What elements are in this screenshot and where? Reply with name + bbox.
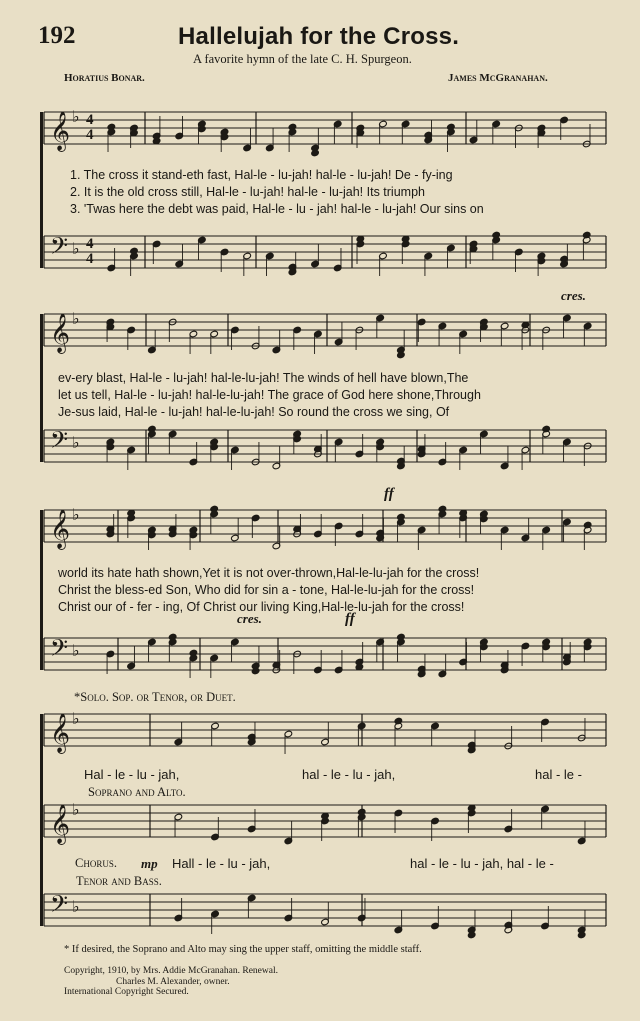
- system-2-bass-clef: 𝄢: [50, 426, 69, 459]
- lyricist: Horatius Bonar.: [64, 72, 145, 84]
- system-3-treble-clef: 𝄞: [50, 509, 71, 549]
- fortissimo-mark: ff: [384, 486, 394, 502]
- solo-lyric-2: hal - le - lu - jah,: [302, 767, 396, 782]
- verse-3-line-2: Je-sus laid, Hal-le - lu-jah! hal-le-lu-jah! So round the cross we sing, Of: [58, 405, 450, 419]
- fortissimo-mark-bass: ff: [345, 611, 355, 627]
- system-1-bass-clef: 𝄢: [50, 232, 69, 265]
- system-2-treble-flat: ♭: [72, 309, 80, 328]
- system-4-brace: [40, 714, 43, 926]
- time-signature-bass-bottom: 4: [86, 251, 94, 267]
- system-1-system-brace: [40, 112, 43, 268]
- system-3-treble-flat: ♭: [72, 505, 80, 524]
- system-3-system-brace: [40, 510, 43, 670]
- verse-3-line-1: 3. 'Twas here the debt was paid, Hal-le - lu - jah! hal-le - lu-jah! Our sins on: [70, 202, 484, 216]
- verse-3-line-3: Christ our of - fer - ing, Of Christ our living King,Hal-le-lu-jah for the cross!: [58, 600, 465, 614]
- system-4-flat: ♭: [72, 897, 80, 916]
- system-4-clef: 𝄞: [50, 804, 71, 844]
- soprano-alto-label: Soprano and Alto.: [88, 785, 186, 799]
- footnote: * If desired, the Soprano and Alto may sing the upper staff, omitting the middle staff.: [64, 944, 422, 955]
- system-3-bass-clef: 𝄢: [50, 634, 69, 667]
- system-4-clef: 𝄢: [50, 890, 69, 923]
- system-3-bass-flat: ♭: [72, 641, 80, 660]
- system-1-bass-flat: ♭: [72, 239, 80, 258]
- verse-2-line-2: let us tell, Hal-le - lu-jah! hal-le-lu-jah! The grace of God here shone,Through: [58, 388, 481, 402]
- verse-1-line-3: world its hate hath shown,Yet it is not over-thrown,Hal-le-lu-jah for the cross!: [58, 566, 480, 580]
- system-4-flat: ♭: [72, 709, 80, 728]
- tenor-bass-label: Tenor and Bass.: [76, 874, 162, 888]
- hymn-title: Hallelujah for the Cross.: [178, 23, 460, 50]
- verse-2-line-3: Christ the bless-ed Son, Who did for sin a - tone, Hal-le-lu-jah for the cross!: [58, 583, 475, 597]
- copyright-line-3: International Copyright Secured.: [64, 987, 189, 997]
- crescendo-mark: cres.: [561, 288, 586, 303]
- time-signature-top: 4: [86, 112, 94, 128]
- solo-label: *Solo. Sop. or Tenor, or Duet.: [74, 690, 236, 704]
- chorus-lyric-2: hal - le - lu - jah, hal - le -: [410, 856, 554, 871]
- solo-lyric-1: Hal - le - lu - jah,: [84, 767, 180, 782]
- system-1-treble-clef: 𝄞: [50, 111, 71, 151]
- time-signature-bass-top: 4: [86, 236, 94, 252]
- system-2-system-brace: [40, 314, 43, 462]
- solo-lyric-3: hal - le -: [535, 767, 582, 782]
- system-2-bass-flat: ♭: [72, 433, 80, 452]
- hymn-subtitle: A favorite hymn of the late C. H. Spurgeon.: [193, 52, 412, 66]
- verse-1-line-2: ev-ery blast, Hal-le - lu-jah! hal-le-lu-jah! The winds of hell have blown,The: [58, 371, 469, 385]
- chorus-dynamic: mp: [141, 856, 158, 871]
- crescendo-mark-bass: cres.: [237, 611, 262, 626]
- system-4-flat: ♭: [72, 800, 80, 819]
- system-1-treble-flat: ♭: [72, 107, 80, 126]
- hymn-number: 192: [38, 22, 76, 49]
- copyright-line-2: Charles M. Alexander, owner.: [116, 977, 230, 987]
- system-4-clef: 𝄞: [50, 713, 71, 753]
- composer: James McGranahan.: [448, 72, 548, 84]
- verse-2-line-1: 2. It is the old cross still, Hal-le - lu-jah! hal-le - lu-jah! Its triumph: [70, 185, 425, 199]
- chorus-label: Chorus.: [75, 856, 117, 870]
- verse-1-line-1: 1. The cross it stand-eth fast, Hal-le - lu-jah! hal-le - lu-jah! De - fy-ing: [70, 168, 453, 182]
- time-signature-bottom: 4: [86, 127, 94, 143]
- system-2-treble-clef: 𝄞: [50, 313, 71, 353]
- copyright-line-1: Copyright, 1910, by Mrs. Addie McGranahan. Renewal.: [64, 966, 278, 976]
- chorus-lyric-1: Hall - le - lu - jah,: [172, 856, 271, 871]
